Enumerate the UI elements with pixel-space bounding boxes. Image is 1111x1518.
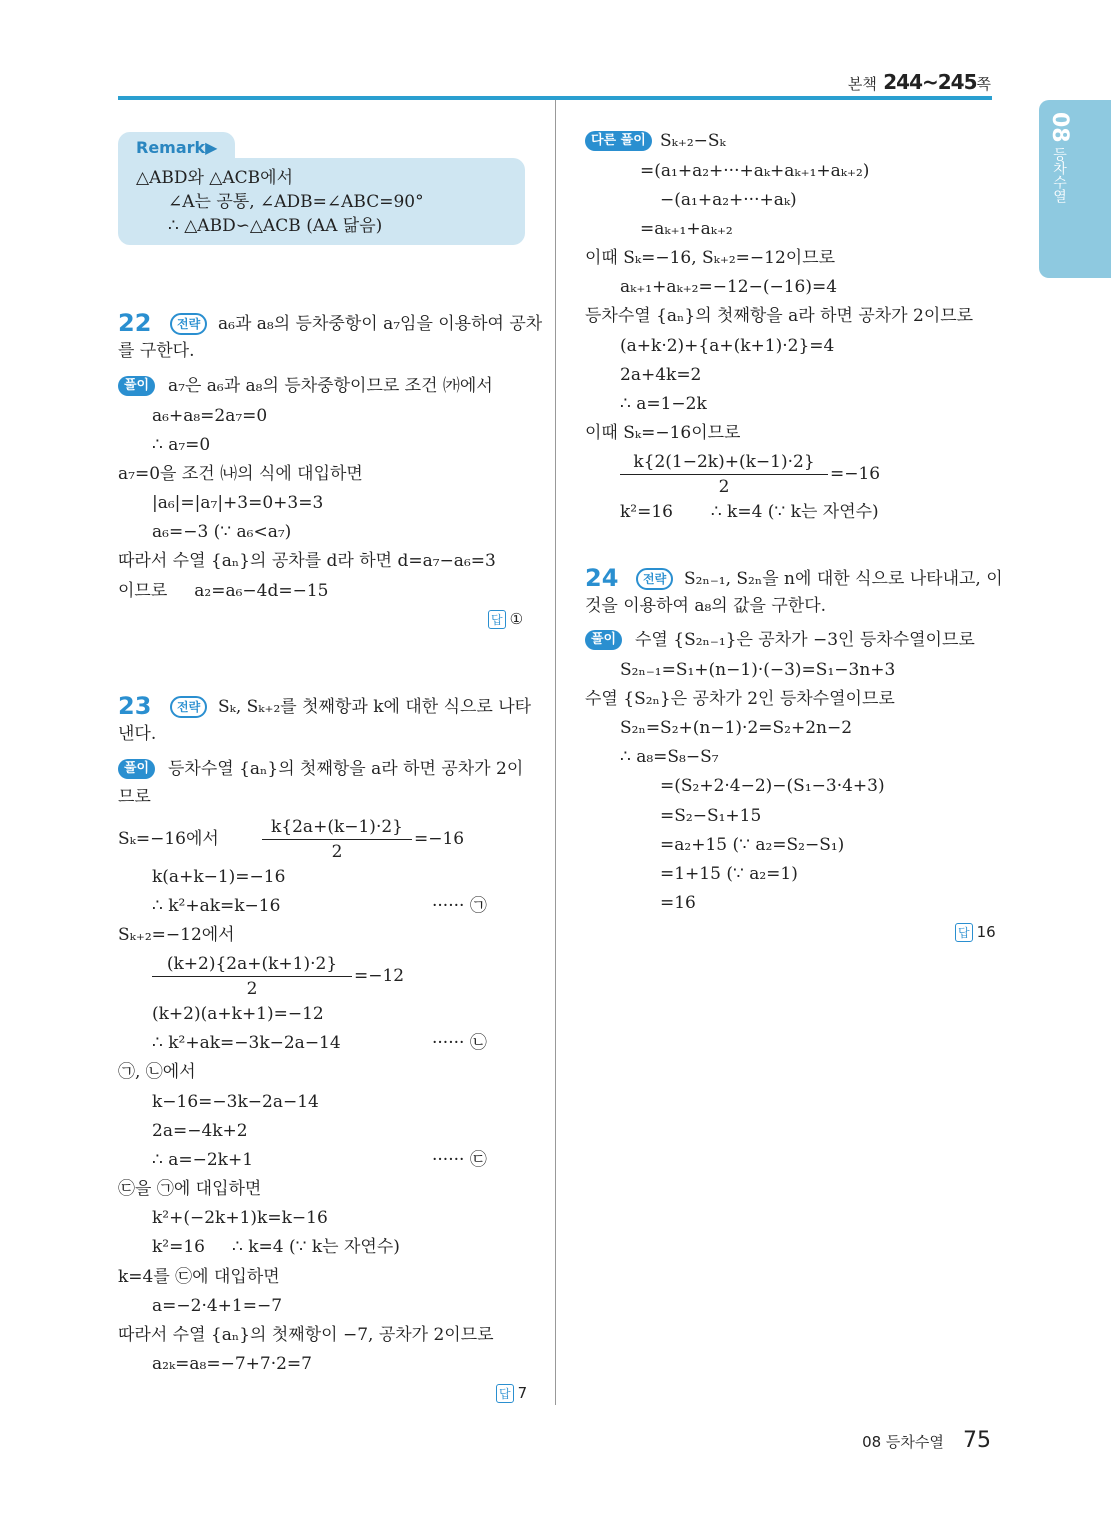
solution-badge-24: 풀이 — [585, 630, 622, 650]
p24-line-8: =a₂+15 (∵ a₂=S₂−S₁) — [660, 835, 845, 855]
alt-line-4: =aₖ₊₁+aₖ₊₂ — [640, 219, 733, 239]
alt-line-1: Sₖ₊₂−Sₖ — [660, 131, 726, 151]
problem-23-strategy: Sₖ, Sₖ₊₂를 첫째항과 k에 대한 식으로 나타 — [218, 697, 532, 717]
p23-line-7: ∴ k²+ak=−3k−2a−14 — [152, 1033, 341, 1053]
page-number: 75 — [963, 1428, 991, 1453]
column-divider — [555, 100, 556, 1405]
answer-22 — [488, 610, 523, 629]
chapter-side-label — [1047, 112, 1072, 203]
p23-fraction-2 — [152, 953, 352, 1000]
p24-line-4: S₂ₙ=S₂+(n−1)·2=S₂+2n−2 — [620, 718, 853, 738]
p22-line-1: a₇은 a₆과 a₈의 등차중항이므로 조건 ㈎에서 — [168, 376, 493, 396]
page-footer — [862, 1428, 991, 1453]
alt-frac-num: k{2(1−2k)+(k−1)·2} — [633, 452, 815, 472]
solution-badge-22: 풀이 — [118, 376, 155, 396]
p23-line-3: k(a+k−1)=−16 — [152, 867, 286, 887]
answer-23 — [496, 1384, 527, 1403]
p23-frac2-den: 2 — [246, 979, 258, 999]
p23-line-11: ∴ a=−2k+1 — [152, 1150, 254, 1170]
p23-line-13: k²+(−2k+1)k=k−16 — [152, 1208, 328, 1228]
problem-22-strategy-cont: 를 구한다. — [118, 341, 195, 361]
answer-24 — [955, 923, 996, 942]
p23-line-14: k²=16 ∴ k=4 (∵ k는 자연수) — [152, 1237, 400, 1257]
alt-line-9: 2a+4k=2 — [620, 365, 702, 385]
p22-line-4: a₇=0을 조건 ㈏의 식에 대입하면 — [118, 464, 363, 484]
p23-line-5: Sₖ₊₂=−12에서 — [118, 925, 235, 945]
p23-line-6: (k+2)(a+k+1)=−12 — [152, 1004, 324, 1024]
problem-23-strategy-cont: 낸다. — [118, 724, 157, 744]
answer-24-value: 16 — [976, 923, 996, 941]
p24-line-6: =(S₂+2·4−2)−(S₁−3·4+3) — [660, 776, 885, 796]
p23-sk-condition: Sₖ=−16에서 — [118, 829, 219, 849]
answer-24-label: 답 — [955, 923, 973, 942]
p22-line-3: ∴ a₇=0 — [152, 435, 211, 455]
p23-tag-2: ······ ㉡ — [432, 1033, 487, 1053]
alt-frac-rhs: =−16 — [830, 464, 881, 484]
problem-24-number: 24 — [585, 564, 619, 592]
alt-line-11: 이때 Sₖ=−16이므로 — [585, 423, 741, 443]
p24-line-7: =S₂−S₁+15 — [660, 806, 762, 826]
alt-line-8: (a+k·2)+{a+(k+1)·2}=4 — [620, 336, 835, 356]
problem-23-number: 23 — [118, 692, 152, 720]
chapter-side-title: 등차수열 — [1051, 147, 1067, 204]
ref-prefix: 본책 — [847, 75, 877, 93]
strategy-badge-24: 전략 — [636, 568, 673, 590]
footer-chapter: 08 등차수열 — [862, 1433, 944, 1451]
p24-line-5: ∴ a₈=S₈−S₇ — [620, 747, 719, 767]
p24-line-3: 수열 {S₂ₙ}은 공차가 2인 등차수열이므로 — [585, 689, 895, 709]
chapter-side-num: 08 — [1047, 112, 1072, 143]
p22-line-6: a₆=−3 (∵ a₆<a₇) — [152, 522, 292, 542]
problem-24-strategy: S₂ₙ₋₁, S₂ₙ을 n에 대한 식으로 나타내고, 이 — [684, 569, 1003, 589]
p23-line-17: 따라서 수열 {aₙ}의 첫째항이 −7, 공차가 2이므로 — [118, 1325, 494, 1345]
p23-tag-3: ······ ㉢ — [432, 1150, 487, 1170]
p23-line-15: k=4를 ㉢에 대입하면 — [118, 1267, 280, 1287]
p23-frac1-num: k{2a+(k−1)·2} — [271, 817, 403, 837]
alt-fraction — [620, 451, 828, 498]
solution-badge-23: 풀이 — [118, 759, 155, 779]
ref-pages: 244~245 — [883, 70, 977, 94]
p23-line-16: a=−2·4+1=−7 — [152, 1296, 283, 1316]
p23-line-12: ㉢을 ㉠에 대입하면 — [118, 1179, 262, 1199]
alt-frac-den: 2 — [718, 477, 730, 497]
p23-sol-2: 므로 — [118, 787, 151, 807]
alt-line-7: 등차수열 {aₙ}의 첫째항을 a라 하면 공차가 2이므로 — [585, 306, 974, 326]
p23-frac2-num: (k+2){2a+(k+1)·2} — [166, 954, 338, 974]
p23-frac2-rhs: =−12 — [354, 966, 405, 986]
problem-22-number: 22 — [118, 309, 152, 337]
p22-line-7: 따라서 수열 {aₙ}의 공차를 d라 하면 d=a₇−a₆=3 — [118, 551, 496, 571]
alt-line-10: ∴ a=1−2k — [620, 394, 707, 414]
p22-line-2: a₆+a₈=2a₇=0 — [152, 406, 268, 426]
p23-tag-1: ······ ㉠ — [432, 896, 487, 916]
p23-line-9: k−16=−3k−2a−14 — [152, 1092, 319, 1112]
problem-24-strategy-cont: 것을 이용하여 a₈의 값을 구한다. — [585, 596, 827, 616]
alt-solution-badge: 다른 풀이 — [585, 131, 652, 151]
answer-23-label: 답 — [496, 1384, 514, 1403]
alt-line-12: k²=16 ∴ k=4 (∵ k는 자연수) — [620, 502, 879, 522]
p23-frac1-den: 2 — [331, 842, 343, 862]
alt-line-5: 이때 Sₖ=−16, Sₖ₊₂=−12이므로 — [585, 248, 836, 268]
p22-line-8: 이므로 a₂=a₆−4d=−15 — [118, 581, 329, 601]
p23-line-10: 2a=−4k+2 — [152, 1121, 248, 1141]
p23-sol-1: 등차수열 {aₙ}의 첫째항을 a라 하면 공차가 2이 — [168, 759, 524, 779]
strategy-badge-22: 전략 — [170, 313, 207, 335]
p22-line-5: |a₆|=|a₇|+3=0+3=3 — [152, 493, 324, 513]
answer-23-value: 7 — [517, 1384, 528, 1402]
p23-line-4: ∴ k²+ak=k−16 — [152, 896, 281, 916]
answer-22-value: ① — [509, 610, 524, 628]
problem-22-strategy: a₆과 a₈의 등차중항이 a₇임을 이용하여 공차 — [218, 314, 543, 334]
p24-line-9: =1+15 (∵ a₂=1) — [660, 864, 798, 884]
p24-line-10: =16 — [660, 893, 696, 913]
p23-frac1-rhs: =−16 — [414, 829, 465, 849]
answer-22-label: 답 — [488, 610, 506, 629]
alt-line-2: =(a₁+a₂+···+aₖ+aₖ₊₁+aₖ₊₂) — [640, 161, 870, 181]
ref-suffix: 쪽 — [976, 75, 991, 93]
alt-line-3: −(a₁+a₂+···+aₖ) — [660, 190, 797, 210]
alt-line-6: aₖ₊₁+aₖ₊₂=−12−(−16)=4 — [620, 277, 838, 297]
remark-label: Remark▶ — [136, 138, 218, 157]
strategy-badge-23: 전략 — [170, 696, 207, 718]
remark-line-1: △ABD와 △ACB에서 — [136, 168, 293, 188]
p23-line-8: ㉠, ㉡에서 — [118, 1062, 196, 1082]
remark-line-3: ∴ △ABD∽△ACB (AA 닮음) — [168, 216, 383, 236]
p24-line-2: S₂ₙ₋₁=S₁+(n−1)·(−3)=S₁−3n+3 — [620, 660, 896, 680]
page-reference — [848, 70, 991, 94]
p23-line-18: a₂ₖ=a₈=−7+7·2=7 — [152, 1354, 312, 1374]
p24-line-1: 수열 {S₂ₙ₋₁}은 공차가 −3인 등차수열이므로 — [635, 630, 975, 650]
p23-fraction-1 — [262, 816, 412, 863]
remark-line-2: ∠A는 공통, ∠ADB=∠ABC=90° — [168, 192, 424, 212]
